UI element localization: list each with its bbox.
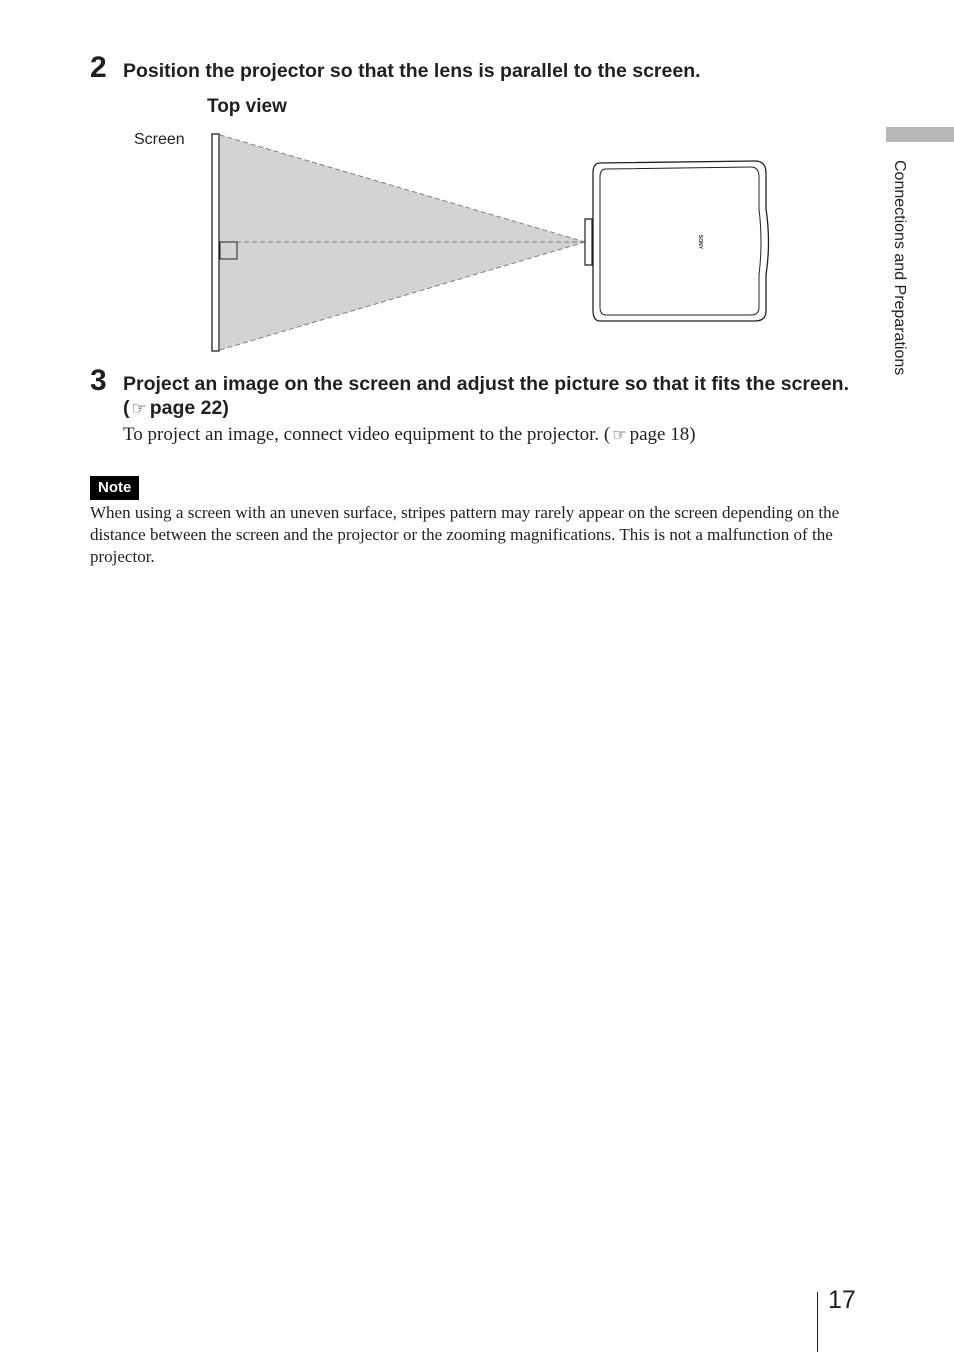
screen-label: Screen [134,131,185,148]
page-number: 17 [828,1286,856,1314]
step-3-number: 3 [90,364,107,397]
note-badge: Note [90,476,139,500]
figure-title: Top view [207,96,287,117]
screen-surface [212,134,219,351]
hand-pointer-icon: ☞ [612,425,627,444]
step-3-body-text: To project an image, connect video equipment to the projector. ( [123,424,611,445]
step-3-body [123,423,696,447]
note-text: When using a screen with an uneven surface, stripes pattern may rarely appear on the screen depending on the distance between the screen and the projector or the zooming magnifications. This is not a malfunction of the projector. [90,503,840,566]
step-2-number: 2 [90,51,107,84]
projection-beam [220,135,585,350]
page-number-divider [817,1292,818,1352]
step-3-heading [123,372,858,421]
section-label: Connections and Preparations [891,160,908,376]
top-view-diagram [200,125,780,360]
hand-pointer-icon: ☞ [131,399,147,419]
projector-body [585,161,769,321]
brand-logo: SONY [697,234,703,250]
step-3-body-page-ref[interactable]: page 18) [629,424,696,445]
section-tab-marker [886,127,954,142]
step-2-heading: Position the projector so that the lens is parallel to the screen. [123,60,701,82]
step-3-heading-text: Project an image on the screen and adjust the picture so that it fits the screen. ( [123,373,850,419]
step-3-page-ref[interactable]: page 22) [149,397,229,419]
